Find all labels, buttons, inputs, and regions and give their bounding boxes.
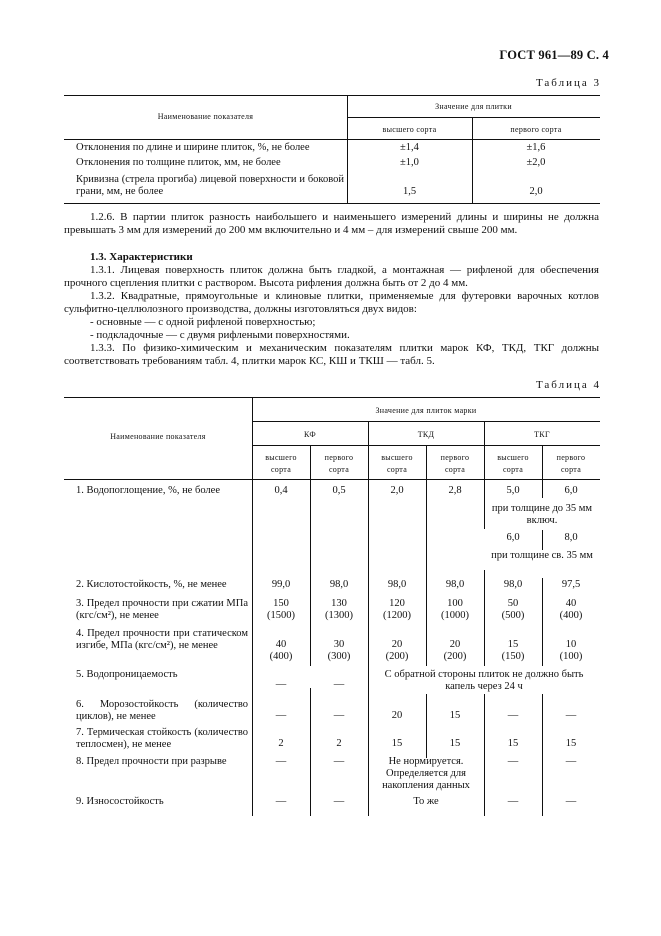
t4-mark-tkg: ТКГ bbox=[534, 430, 550, 439]
t4-row9-v2: — bbox=[333, 796, 345, 807]
para-1-3-1: 1.3.1. Лицевая поверхность плиток должна быть гладкой, а монтажная — рифленой для обеспечения прочного сцепления плитки с раствором. Высота рифления должна быть от 2 до 4 мм. bbox=[64, 264, 599, 289]
t4-row1-name: 1. Водопоглощение, %, не более bbox=[76, 485, 220, 496]
t3-row1-first: ±1,6 bbox=[526, 142, 546, 153]
t4-row1-v5: 5,0 bbox=[506, 485, 520, 496]
t4-row8-name: 8. Предел прочности при разрыве bbox=[76, 756, 227, 767]
t4-col-name: Наименование показателя bbox=[110, 432, 206, 441]
t4-row2-v1: 99,0 bbox=[271, 579, 291, 590]
t4-row4-v6: 10 (100) bbox=[559, 639, 583, 662]
t3-sub-rule bbox=[347, 117, 600, 118]
t4-row5-v2: — bbox=[333, 679, 345, 690]
para-1-3-2: 1.3.2. Квадратные, прямоугольные и клиновые плитки, применяемые для футеровки варочных котлов сульфитно-целлюлозного производства, должны изготовляться двух видов: bbox=[64, 290, 599, 315]
t4-row9-v6: — bbox=[565, 796, 577, 807]
table4-caption: Таблица 4 bbox=[535, 379, 601, 391]
t4-row7-v4: 15 bbox=[449, 738, 461, 749]
t4-row6-v6: — bbox=[565, 710, 577, 721]
t4-row3-v3: 120 (1200) bbox=[383, 598, 411, 621]
t4-row1-v6: 6,0 bbox=[564, 485, 578, 496]
t4-grade-first: первого сорта bbox=[440, 453, 470, 474]
t4-grade-first: первого сорта bbox=[324, 453, 354, 474]
t3-col-high: высшего сорта bbox=[382, 125, 437, 134]
t3-col-value: Значение для плитки bbox=[435, 102, 512, 111]
t4-grade-high: высшего сорта bbox=[265, 453, 297, 474]
para-1-2-6: 1.2.6. В партии плиток разность наибольшего и наименьшего измерений длины и ширины не должна превышать 3 мм для измерений до 200 мм включительно и 4 мм – для измерений свыше 200 мм. bbox=[64, 211, 599, 236]
t4-row2-v4: 98,0 bbox=[445, 579, 465, 590]
t4-row7-v2: 2 bbox=[336, 738, 342, 749]
t4-row8-v6: — bbox=[565, 756, 577, 767]
t4-vrule-kf bbox=[310, 445, 311, 666]
t4-row4-name: 4. Предел прочности при статическом изгибе, МПа (кгс/см²), не менее bbox=[76, 628, 248, 651]
t3-row2-first: ±2,0 bbox=[526, 157, 546, 168]
t3-head-rule bbox=[64, 139, 600, 140]
t4-row1-v1: 0,4 bbox=[274, 485, 288, 496]
t4-row3-v2: 130 (1300) bbox=[325, 598, 353, 621]
list-item-main: - основные — с одной рифленой поверхностью; bbox=[90, 316, 316, 328]
t4-mark-kf: КФ bbox=[304, 430, 316, 439]
t4-row9-span: То же bbox=[413, 796, 439, 807]
t4-row3-v1: 150 (1500) bbox=[267, 598, 295, 621]
list-item-underlay: - подкладочные — с двумя рифлеными поверхностями. bbox=[90, 329, 350, 341]
t4-top-rule bbox=[64, 397, 600, 398]
t4-row7-v5: 15 bbox=[507, 738, 519, 749]
t4-grade-first: первого сорта bbox=[556, 453, 586, 474]
t4-row6-v1: — bbox=[275, 710, 287, 721]
t4-row9-v5: — bbox=[507, 796, 519, 807]
para-1-3-3: 1.3.3. По физико-химическим и механическим показателям плитки марок КФ, ТКД, ТКГ должны соответствовать требованиям табл. 4, плитки марок КС, КШ и ТКШ — табл. 5. bbox=[64, 342, 599, 367]
page-header: ГОСТ 961—89 С. 4 bbox=[499, 48, 609, 62]
t4-row8-v2: — bbox=[333, 756, 345, 767]
t4-row4-v1: 40 (400) bbox=[269, 639, 293, 662]
t4-row7-v3: 15 bbox=[391, 738, 403, 749]
t3-row1-high: ±1,4 bbox=[400, 142, 419, 153]
t4-row5-v1: — bbox=[275, 679, 287, 690]
t4-row9-v1: — bbox=[275, 796, 287, 807]
t4-row3-name: 3. Предел прочности при сжатии МПа (кгс/см²), не менее bbox=[76, 598, 248, 621]
t4-row6-v3: 20 bbox=[391, 710, 403, 721]
t4-row2-name: 2. Кислотостойкость, %, не менее bbox=[76, 579, 227, 590]
t4-grade-high: высшего сорта bbox=[497, 453, 529, 474]
section-heading-1-3: 1.3. Характеристики bbox=[90, 251, 193, 263]
t4-rule-marks bbox=[252, 421, 600, 422]
t3-col-first: первого сорта bbox=[510, 125, 562, 134]
t4-row5-name: 5. Водопроницаемость bbox=[76, 669, 178, 680]
t4-row7-name: 7. Термическая стойкость (количество теплосмен), не менее bbox=[76, 727, 248, 750]
t4-row2-v6: 97,5 bbox=[561, 579, 581, 590]
t4-row1-note2: при толщине св. 35 мм bbox=[491, 550, 593, 561]
t4-col-value: Значение для плиток марки bbox=[375, 406, 477, 415]
t4-row8-v5: — bbox=[507, 756, 519, 767]
t4-row7-v1: 2 bbox=[278, 738, 284, 749]
t4-row1-v3: 2,0 bbox=[390, 485, 404, 496]
t4-row5-span: С обратной стороны плиток не должно быть капель через 24 ч bbox=[384, 669, 584, 692]
t4-row3-v4: 100 (1000) bbox=[441, 598, 469, 621]
t4-row2-v5: 98,0 bbox=[503, 579, 523, 590]
t4-row3-v5: 50 (500) bbox=[501, 598, 525, 621]
t4-row8-v1: — bbox=[275, 756, 287, 767]
t3-row1-name: Отклонения по длине и ширине плиток, %, не более bbox=[76, 142, 310, 153]
t4-row6-v2: — bbox=[333, 710, 345, 721]
t4-row9-name: 9. Износостойкость bbox=[76, 796, 164, 807]
t4-row4-v3: 20 (200) bbox=[385, 639, 409, 662]
t4-row7-v6: 15 bbox=[565, 738, 577, 749]
t4-row1-v4: 2,8 bbox=[448, 485, 462, 496]
t3-row3-high: 1,5 bbox=[402, 186, 417, 197]
t4-row1-note1: при толщине до 35 мм включ. bbox=[491, 503, 593, 526]
t3-bottom-rule bbox=[64, 203, 600, 204]
t3-row3-name: Кривизна (стрела прогиба) лицевой поверхности и боковой грани, мм, не более bbox=[76, 174, 344, 197]
t4-row1-alt1: 6,0 bbox=[506, 532, 520, 543]
t4-vrule-name bbox=[252, 397, 253, 816]
t3-top-rule bbox=[64, 95, 600, 96]
t3-row3-first: 2,0 bbox=[529, 186, 543, 197]
t4-vrule-tkd bbox=[368, 421, 369, 816]
t4-row1-alt2: 8,0 bbox=[564, 532, 578, 543]
t4-grade-high: высшего сорта bbox=[381, 453, 413, 474]
t4-vrule-tkg-in3 bbox=[542, 578, 543, 666]
t3-col-name: Наименование показателя bbox=[157, 112, 254, 121]
t4-row8-span: Не нормируется. Определяется для накопления данных bbox=[382, 756, 470, 791]
t4-row3-v6: 40 (400) bbox=[559, 598, 583, 621]
t4-row2-v2: 98,0 bbox=[329, 579, 349, 590]
t4-row6-v5: — bbox=[507, 710, 519, 721]
t4-row4-v5: 15 (150) bbox=[501, 639, 525, 662]
t4-vrule-tkd-in bbox=[426, 445, 427, 666]
t3-row2-high: ±1,0 bbox=[400, 157, 419, 168]
t4-row2-v3: 98,0 bbox=[387, 579, 407, 590]
t3-row2-name: Отклонения по толщине плиток, мм, не более bbox=[76, 157, 281, 168]
t4-row6-name: 6. Морозостойкость (количество циклов), не менее bbox=[76, 699, 248, 722]
t4-mark-tkd: ТКД bbox=[417, 430, 435, 439]
t4-head-rule bbox=[64, 479, 600, 480]
t4-row4-v4: 20 (200) bbox=[443, 639, 467, 662]
t4-row4-v2: 30 (300) bbox=[327, 639, 351, 662]
table3-caption: Таблица 3 bbox=[535, 77, 601, 89]
t4-row6-v4: 15 bbox=[449, 710, 461, 721]
t4-row1-v2: 0,5 bbox=[332, 485, 346, 496]
